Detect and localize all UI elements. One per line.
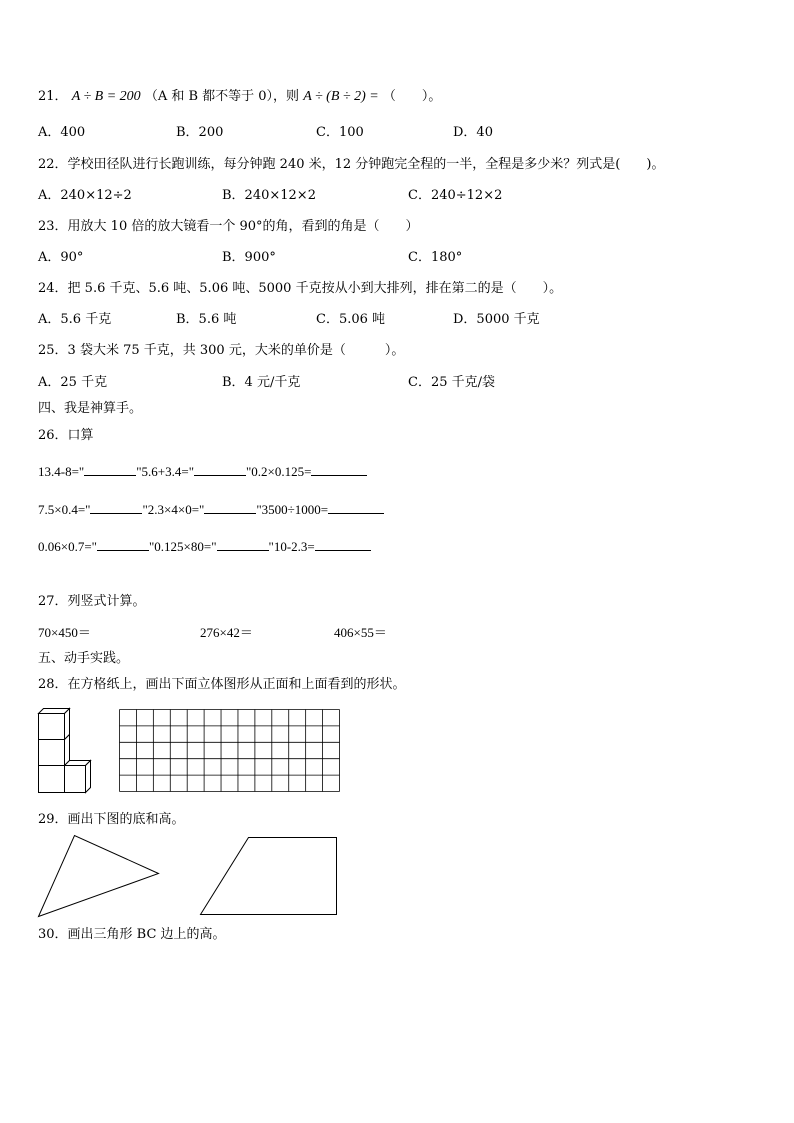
answer-blank[interactable]: [194, 463, 246, 476]
q26-row-1: [38, 463, 367, 480]
q23-option-c[interactable]: C．180°: [408, 250, 463, 265]
q27-item-3: 406×55＝: [334, 625, 387, 640]
q27-item-2: 276×42＝: [200, 625, 253, 640]
q26-expr-8: "0.125×80=": [148, 539, 217, 554]
question-28: 28．在方格纸上，画出下面立体图形从正面和上面看到的形状。: [38, 677, 406, 692]
q26-row-3: [38, 538, 371, 555]
q21-equation-2: A ÷ (B ÷ 2) =: [303, 89, 379, 104]
question-29: 29．画出下图的底和高。: [38, 812, 185, 827]
q26-expr-7: 0.06×0.7=": [38, 539, 97, 554]
q21-answer-blank: （ ）。: [382, 89, 442, 104]
section-5-heading: 五、动手实践。: [38, 651, 130, 666]
q22-option-c[interactable]: C．240÷12×2: [408, 188, 503, 203]
q24-option-a[interactable]: A．5.6 千克: [38, 312, 112, 327]
q23-option-b[interactable]: B．900°: [222, 250, 276, 265]
q26-row-2: [38, 501, 384, 518]
q25-option-a[interactable]: A．25 千克: [38, 375, 108, 390]
q26-expr-5: "2.3×4×0=": [142, 502, 205, 517]
grid-paper[interactable]: [119, 709, 340, 792]
q27-item-1: 70×450＝: [38, 625, 91, 640]
answer-blank[interactable]: [328, 501, 384, 514]
cube-stack-figure: [38, 708, 92, 794]
answer-blank[interactable]: [204, 501, 256, 514]
question-22: 22．学校田径队进行长跑训练，每分钟跑 240 米，12 分钟跑完全程的一半，全程是多少米？列式是( )。: [38, 157, 665, 172]
question-27-title: 27．列竖式计算。: [38, 594, 146, 609]
question-21: [38, 89, 441, 105]
triangle-figure: [38, 835, 160, 917]
q25-option-b[interactable]: B．4 元/千克: [222, 375, 301, 390]
question-25: 25．3 袋大米 75 千克，共 300 元，大米的单价是（ ）。: [38, 343, 405, 358]
q23-option-a[interactable]: A．90°: [38, 250, 84, 265]
q22-option-b[interactable]: B．240×12×2: [222, 188, 316, 203]
section-4-heading: 四、我是神算手。: [38, 401, 143, 416]
q24-option-c[interactable]: C．5.06 吨: [316, 312, 386, 327]
q26-expr-1: 13.4-8=": [38, 464, 85, 479]
answer-blank[interactable]: [90, 501, 142, 514]
q26-expr-4: 7.5×0.4=": [38, 502, 91, 517]
q24-option-b[interactable]: B．5.6 吨: [176, 312, 237, 327]
question-26-title: 26．口算: [38, 428, 94, 443]
q26-expr-6: "3500÷1000=: [256, 502, 329, 517]
q26-expr-9: "10-2.3=: [268, 539, 315, 554]
q26-expr-3: "0.2×0.125=: [246, 464, 312, 479]
q25-option-c[interactable]: C．25 千克/袋: [408, 375, 496, 390]
question-24: 24．把 5.6 千克、5.6 吨、5.06 吨、5000 千克按从小到大排列，排在第二的是（ ）。: [38, 281, 563, 296]
answer-blank[interactable]: [84, 463, 136, 476]
answer-blank[interactable]: [311, 463, 367, 476]
question-30: 30．画出三角形 BC 边上的高。: [38, 927, 226, 942]
q21-condition: （A 和 B 都不等于 0），则: [144, 89, 300, 104]
trapezoid-figure: [200, 837, 338, 916]
answer-blank[interactable]: [97, 538, 149, 551]
q24-option-d[interactable]: D．5000 千克: [453, 312, 540, 327]
answer-blank[interactable]: [217, 538, 269, 551]
q21-number: 21．: [38, 89, 68, 104]
q21-option-b[interactable]: B．200: [176, 125, 224, 140]
q21-option-a[interactable]: A．400: [38, 125, 86, 140]
q22-option-a[interactable]: A．240×12÷2: [38, 188, 132, 203]
q21-option-c[interactable]: C．100: [316, 125, 364, 140]
q26-expr-2: "5.6+3.4=": [136, 464, 194, 479]
q21-equation-1: A ÷ B = 200: [71, 89, 141, 104]
q21-option-d[interactable]: D．40: [453, 125, 493, 140]
answer-blank[interactable]: [315, 538, 371, 551]
question-23: 23．用放大 10 倍的放大镜看一个 90°的角，看到的角是（ ）: [38, 219, 419, 234]
